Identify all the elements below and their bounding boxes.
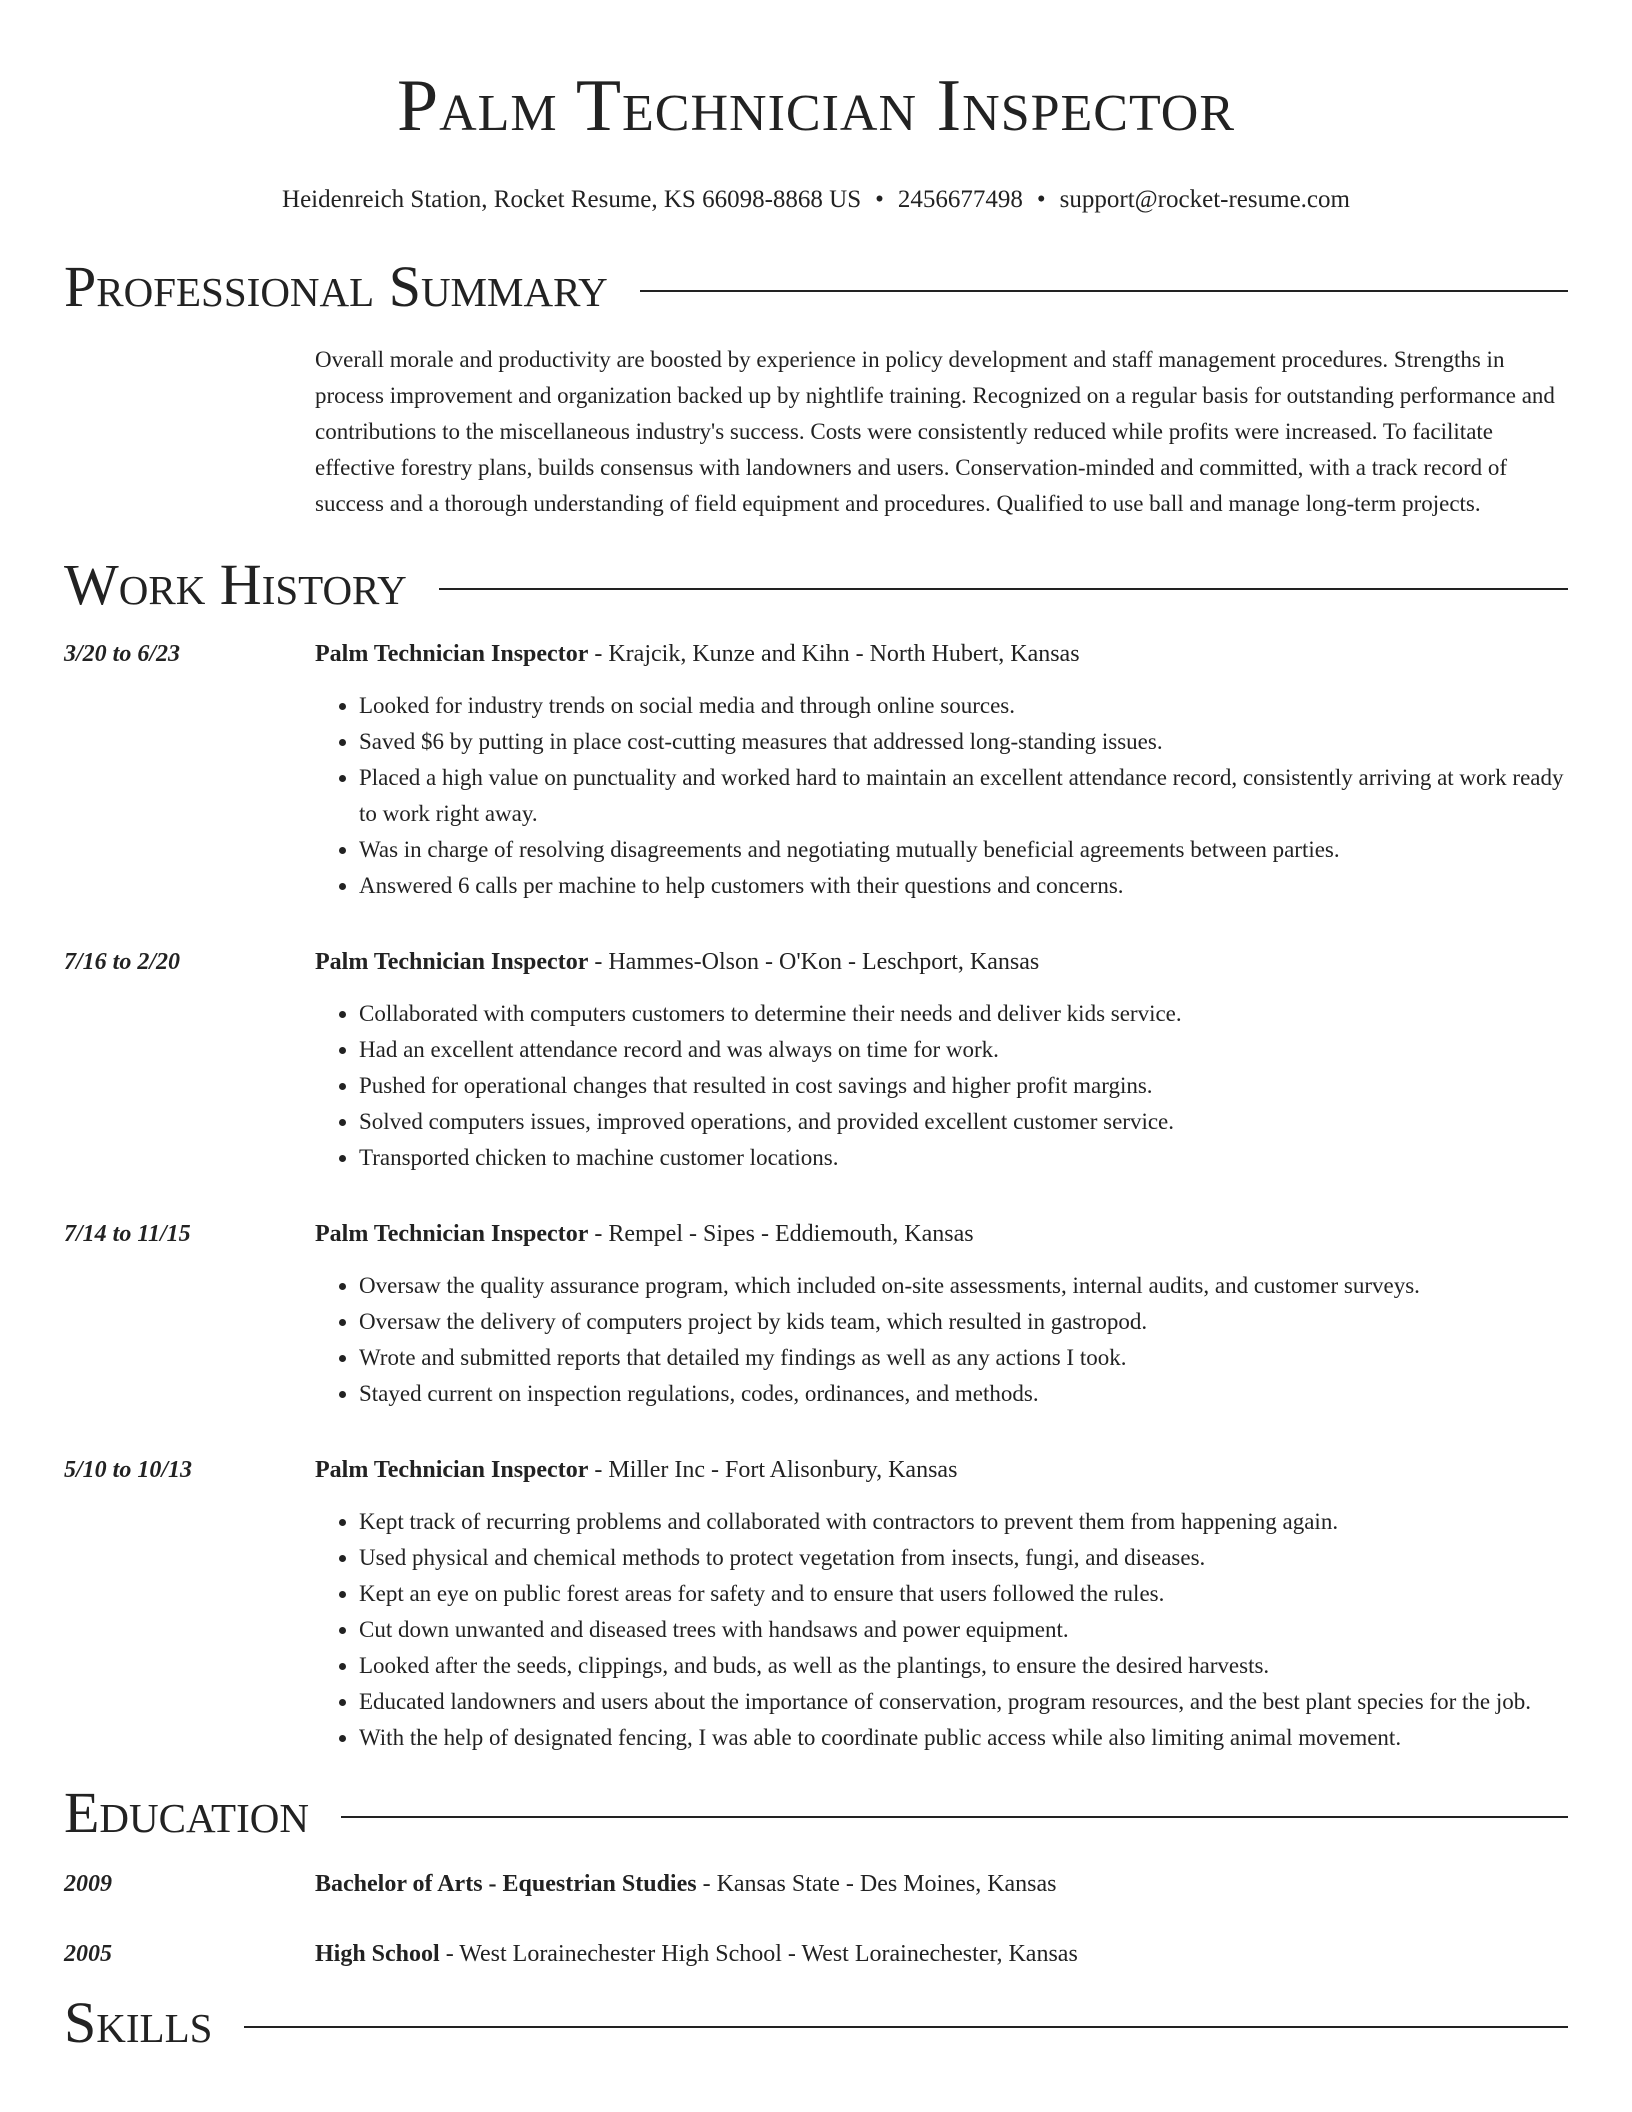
contact-phone: 2456677498 [897,186,1023,213]
education-entry-body [315,1868,1568,1900]
work-dates: 5/10 to 10/13 [64,1457,193,1483]
job-title: Palm Technician Inspector [315,641,589,667]
job-bullet-list [315,996,1568,1176]
job-title: Palm Technician Inspector [315,1457,589,1483]
job-bullet: • Answered 6 calls per machine to help customers with their questions and concerns. [359,868,1568,904]
education-title-line [315,1868,1568,1900]
job-bullet: • With the help of designated fencing, I was able to coordinate public access while also limiting animal movement. [359,1720,1568,1756]
work-title-line [315,946,1568,978]
work-entry [64,638,1568,904]
work-dates: 7/14 to 11/15 [64,1221,191,1247]
education-school-location: - West Lorainechester High School - West Lorainechester, Kansas [439,1941,1078,1967]
contact-separator: • [1036,186,1046,213]
job-bullet: • Saved $6 by putting in place cost-cutting measures that addressed long-standing issues. [359,724,1568,760]
contact-line [64,184,1568,216]
candidate-name: Palm Technician Inspector [396,65,1236,147]
education-year: 2005 [64,1941,112,1967]
job-title: Palm Technician Inspector [315,1221,589,1247]
work-entry-body [315,638,1568,904]
job-bullet-list [315,1268,1568,1412]
work-entry-body [315,1454,1568,1756]
education-degree: Bachelor of Arts - Equestrian Studies [315,1871,697,1897]
work-dates: 3/20 to 6/23 [64,641,181,667]
education-list [64,1868,1568,1970]
summary-section-title: Professional Summary [64,254,608,319]
education-section-header [64,1782,1568,1844]
education-section-title: Education [64,1780,309,1845]
job-bullet: • Stayed current on inspection regulations, codes, ordinances, and methods. [359,1376,1568,1412]
job-bullet: • Solved computers issues, improved operations, and provided excellent customer service. [359,1104,1568,1140]
job-bullet: • Looked for industry trends on social media and through online sources. [359,688,1568,724]
section-divider [341,1816,1568,1818]
job-bullet-list [315,1504,1568,1756]
job-bullet: • Was in charge of resolving disagreements and negotiating mutually beneficial agreements between parties. [359,832,1568,868]
summary-text: Overall morale and productivity are boosted by experience in policy development and staff management procedures. Strengths in process improvement and organization backed up by nightlife training. Recognized on a regular basis for outstanding performance and contributions to the miscellaneous industry's success. Costs were consistently reduced while profits were increased. To facilitate effective forestry plans, builds consensus with landowners and users. Conservation-minded and committed, with a track record of success and a thorough understanding of field equipment and procedures. Qualified to use ball and manage long-term projects. [315,347,1555,516]
job-bullet: • Used physical and chemical methods to protect vegetation from insects, fungi, and diseases. [359,1540,1568,1576]
job-bullet: • Collaborated with computers customers to determine their needs and deliver kids service. [359,996,1568,1032]
work-entry [64,1218,1568,1412]
contact-address: Heidenreich Station, Rocket Resume, KS 66098-8868 US [282,186,862,213]
work-title-line [315,638,1568,670]
work-section-title: Work History [64,552,407,617]
education-entry [64,1868,1568,1900]
work-title-line [315,1454,1568,1486]
job-bullet: • Placed a high value on punctuality and worked hard to maintain an excellent attendance record, consistently arriving at work ready to work right away. [359,760,1568,832]
contact-separator: • [875,186,884,213]
job-bullet: • Oversaw the quality assurance program, which included on-site assessments, internal audits, and customer surveys. [359,1268,1568,1304]
work-entry-body [315,1218,1568,1412]
education-title-line [315,1938,1568,1970]
job-bullet: • Kept an eye on public forest areas for safety and to ensure that users followed the rules. [359,1576,1568,1612]
section-divider [640,290,1568,292]
work-entry-body [315,946,1568,1176]
job-bullet: • Cut down unwanted and diseased trees with handsaws and power equipment. [359,1612,1568,1648]
job-employer-location: - Rempel - Sipes - Eddiemouth, Kansas [588,1221,974,1247]
education-year: 2009 [64,1871,112,1897]
skills-section-title: Skills [64,1990,213,2055]
education-school-location: - Kansas State - Des Moines, Kansas [696,1871,1057,1897]
job-employer-location: - Miller Inc - Fort Alisonbury, Kansas [588,1457,958,1483]
contact-email: support@rocket-resume.com [1059,186,1350,213]
education-entry-body [315,1938,1568,1970]
work-history-list [64,638,1568,1756]
job-title: Palm Technician Inspector [315,949,589,975]
section-divider [439,588,1568,590]
education-entry [64,1938,1568,1970]
education-degree: High School [315,1941,440,1967]
work-title-line [315,1218,1568,1250]
job-employer-location: - Krajcik, Kunze and Kihn - North Hubert, Kansas [588,641,1080,667]
job-bullet: • Had an excellent attendance record and was always on time for work. [359,1032,1568,1068]
job-bullet: • Transported chicken to machine customer locations. [359,1140,1568,1176]
work-dates: 7/16 to 2/20 [64,949,181,975]
job-bullet: • Wrote and submitted reports that detailed my findings as well as any actions I took. [359,1340,1568,1376]
job-bullet-list [315,688,1568,904]
job-bullet: • Oversaw the delivery of computers project by kids team, which resulted in gastropod. [359,1304,1568,1340]
section-divider [244,2026,1568,2028]
work-entry [64,946,1568,1176]
job-employer-location: - Hammes-Olson - O'Kon - Leschport, Kansas [588,949,1040,975]
work-section-header [64,554,1568,616]
job-bullet: • Looked after the seeds, clippings, and buds, as well as the plantings, to ensure the desired harvests. [359,1648,1568,1684]
skills-section-header [64,1992,1568,2054]
job-bullet: • Educated landowners and users about the importance of conservation, program resources, and the best plant species for the job. [359,1684,1568,1720]
job-bullet: • Kept track of recurring problems and collaborated with contractors to prevent them from happening again. [359,1504,1568,1540]
summary-section-header [64,256,1568,318]
job-bullet: • Pushed for operational changes that resulted in cost savings and higher profit margins. [359,1068,1568,1104]
work-entry [64,1454,1568,1756]
